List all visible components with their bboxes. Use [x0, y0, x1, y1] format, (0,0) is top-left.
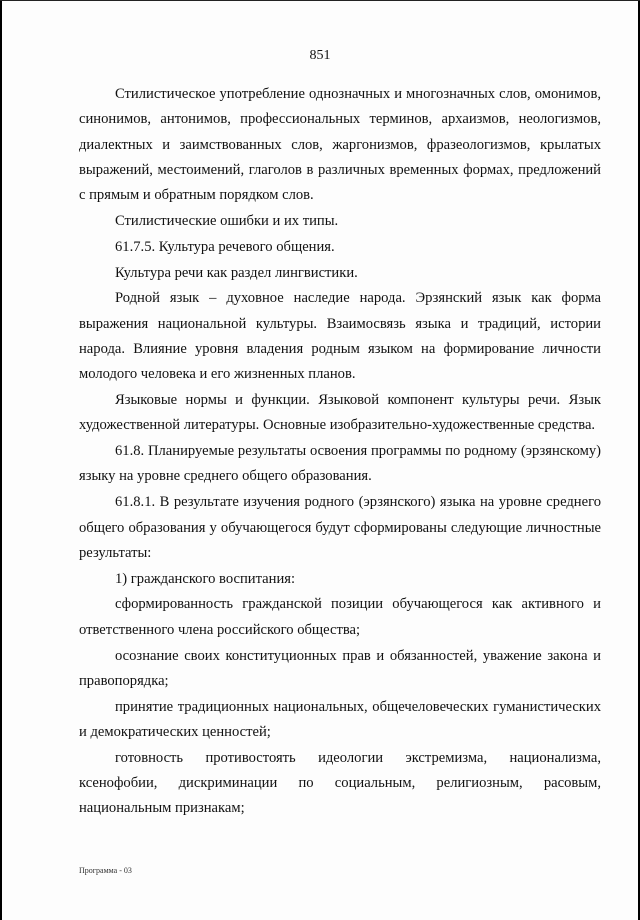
list-item-traditional-values: принятие традиционных национальных, общечеловеческих гуманистических и демократических ценностей; — [79, 698, 601, 740]
page-number: 851 — [309, 48, 331, 63]
list-item-civic-position: сформированность гражданской позиции обучающегося как активного и ответственного члена российского общества; — [79, 596, 601, 638]
section-heading-61-7-5: 61.7.5. Культура речевого общения. — [115, 238, 335, 255]
section-heading-61-8-1: 61.8.1. В результате изучения родного (эрзянского) языка на уровне среднего общего образования у обучающегося будут сформированы следующие личностные результаты: — [79, 494, 601, 561]
section-heading-61-8: 61.8. Планируемые результаты освоения программы по родному (эрзянскому) языку на уровне среднего общего образования. — [79, 443, 601, 485]
paragraph-native-language: Родной язык – духовное наследие народа. Эрзянский язык как форма выражения национальной культуры. Взаимосвязь языка и традиций, истории народа. Влияние уровня владения родным языком на формирование личности молодого человека и его жизненных планов. — [79, 290, 601, 383]
list-item-counter-extremism: готовность противостоять идеологии экстремизма, национализма, ксенофобии, дискриминации по социальным, религиозным, расовым, национальным признакам; — [79, 749, 601, 817]
list-item-constitutional-rights: осознание своих конституционных прав и обязанностей, уважение закона и правопорядка; — [79, 647, 601, 689]
list-heading-civic-education: 1) гражданского воспитания: — [115, 570, 296, 587]
paragraph-stylistic-errors: Стилистические ошибки и их типы. — [115, 212, 339, 229]
paragraph-stylistic-usage: Стилистическое употребление однозначных и многозначных слов, омонимов, синонимов, антонимов, профессиональных терминов, архаизмов, неологизмов, диалектных и заимствованных слов, жаргонизмов, фразеологизмов, крылатых выражений, местоимений, глаголов в различных временных формах, предложений с прямым и обратным порядком слов. — [79, 86, 601, 204]
document-body — [79, 82, 601, 822]
paragraph-speech-culture: Культура речи как раздел лингвистики. — [115, 264, 358, 281]
page-footer: Программа - 03 — [79, 866, 132, 875]
paragraph-language-norms: Языковые нормы и функции. Языковой компонент культуры речи. Язык художественной литературы. Основные изобразительно-художественные средства. — [79, 392, 601, 434]
